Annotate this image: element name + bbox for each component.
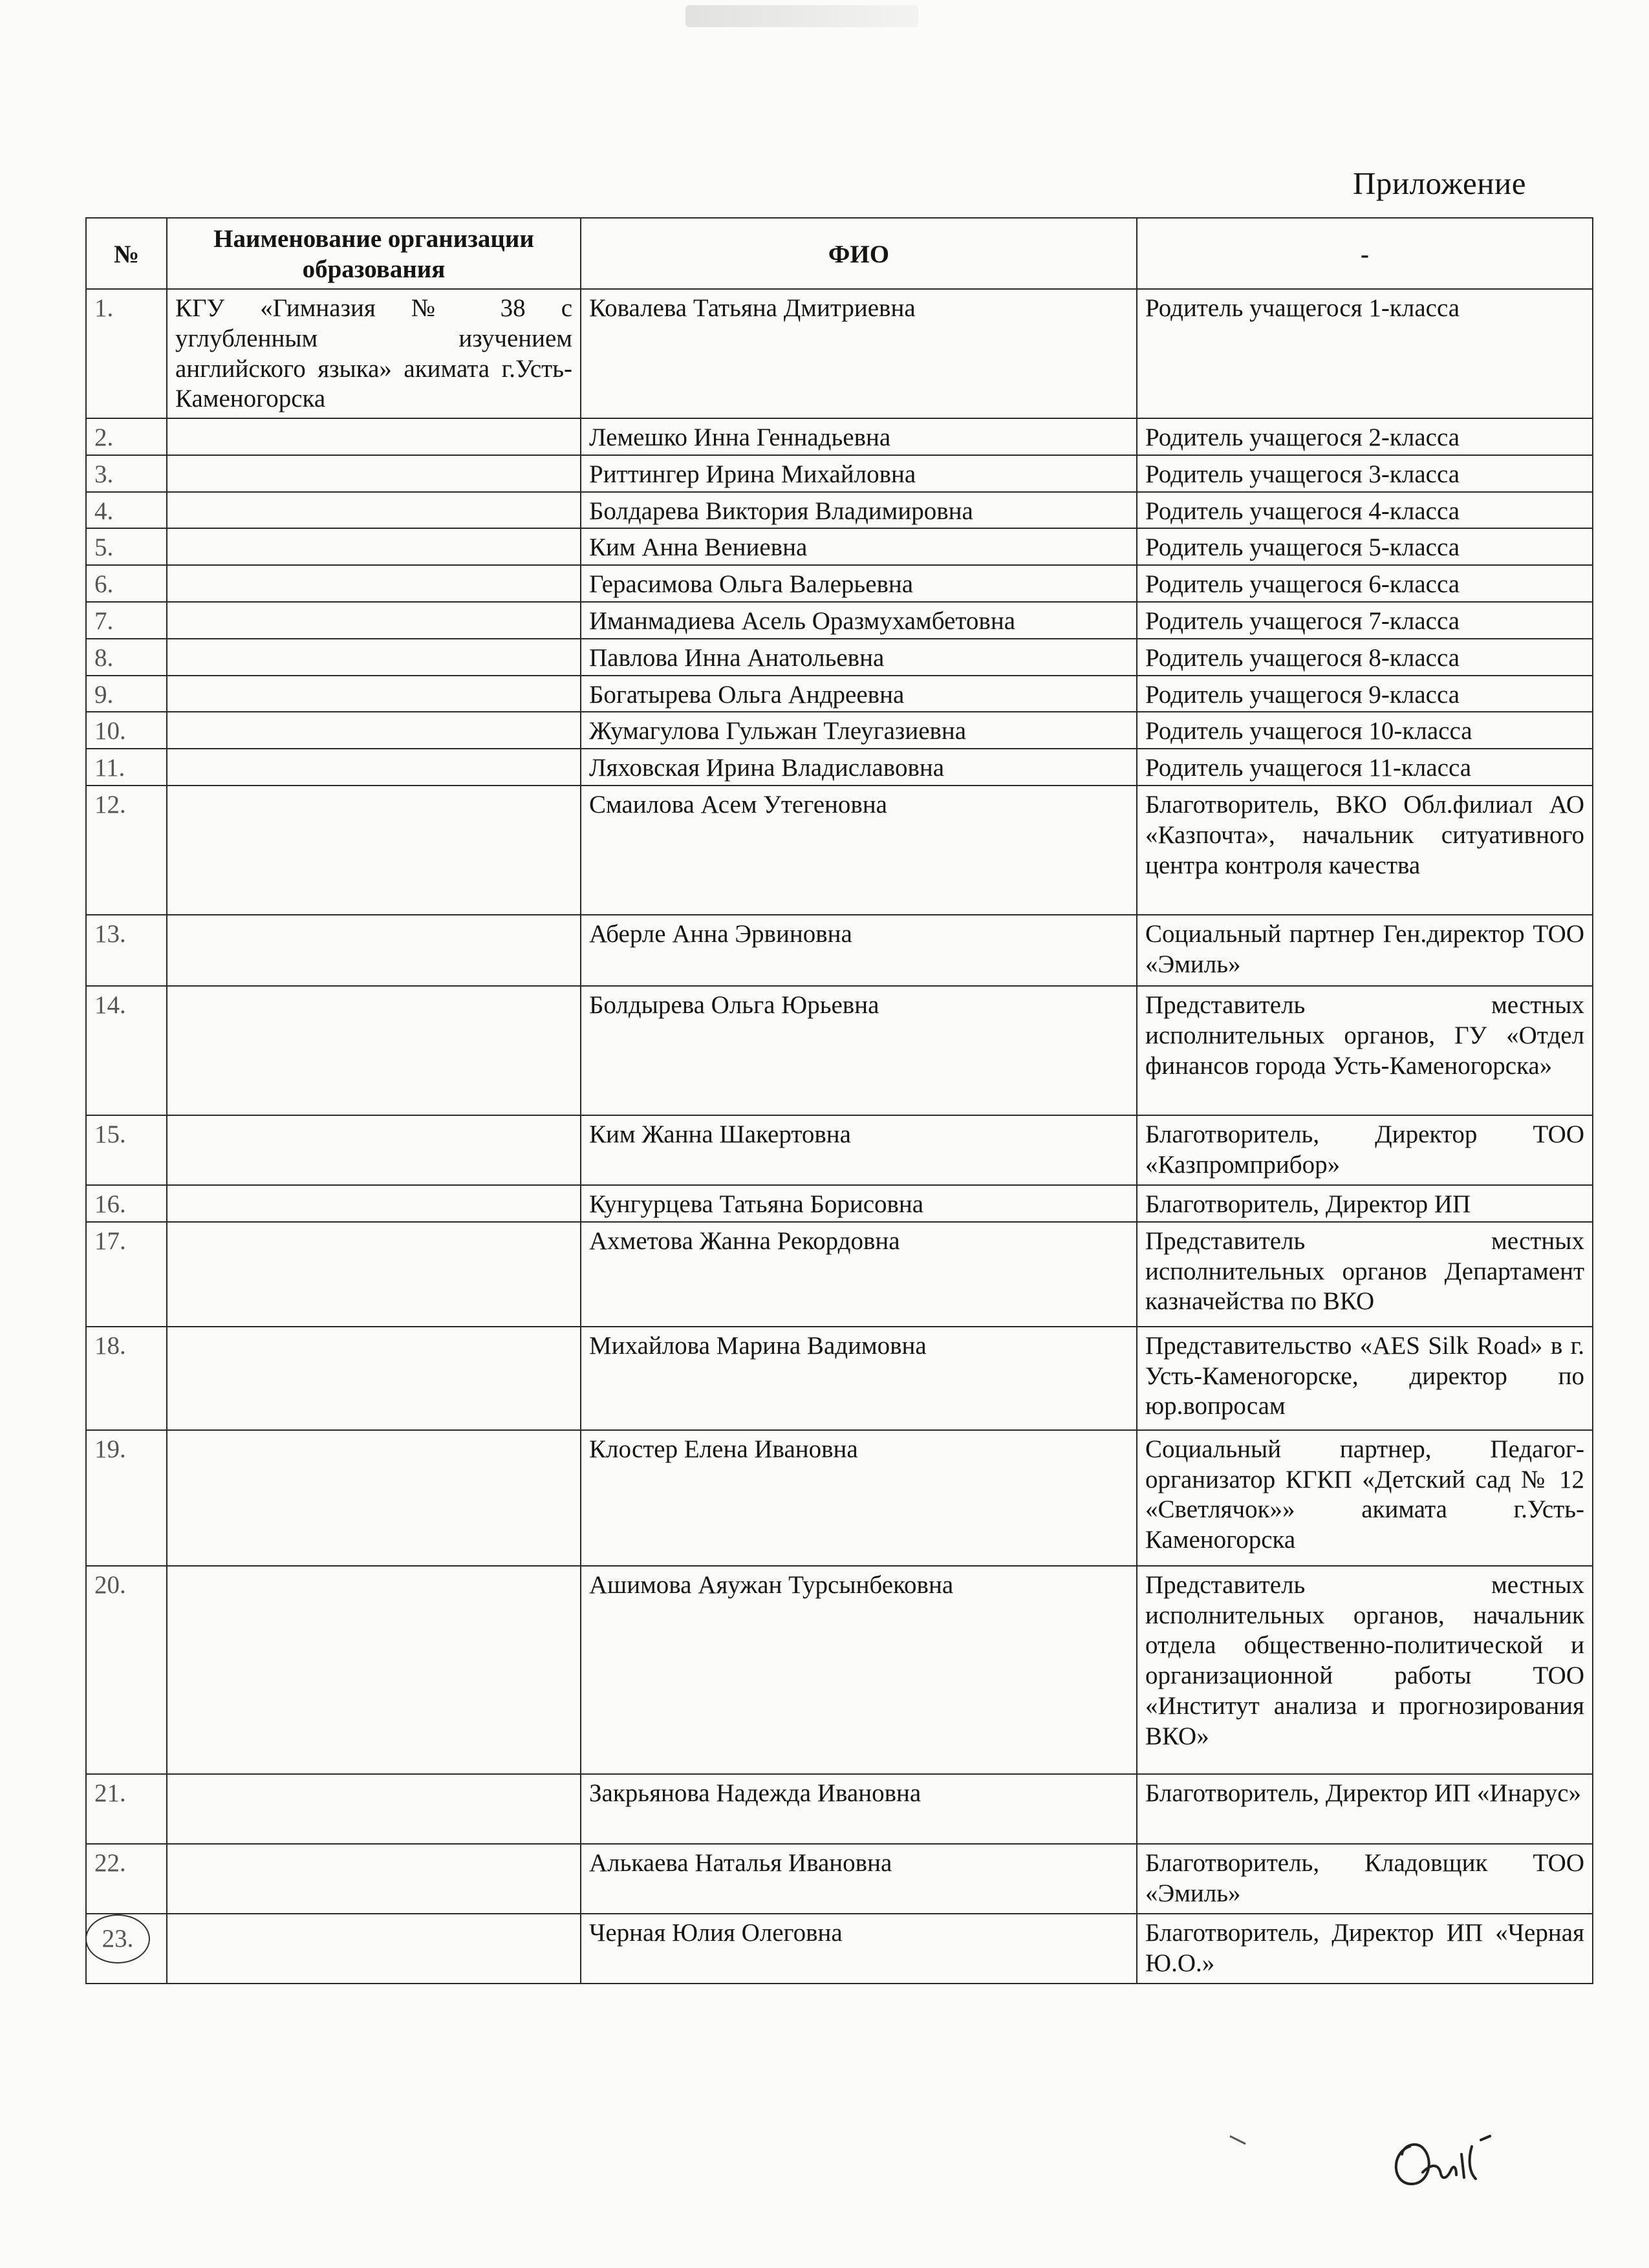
organization-name: КГУ «Гимназия № 38 с углубленным изучением английского языка» акимата г.Усть-Каменогорска <box>167 289 581 418</box>
table-row <box>86 639 1593 676</box>
table-row <box>86 1327 1593 1430</box>
organization-cell <box>167 1327 581 1430</box>
full-name: Герасимова Ольга Валерьевна <box>581 565 1137 602</box>
role: Родитель учащегося 3-класса <box>1137 455 1593 492</box>
row-number <box>86 1914 167 1984</box>
full-name: Лемешко Инна Геннадьевна <box>581 418 1137 455</box>
header-full-name: ФИО <box>581 218 1137 289</box>
role: Родитель учащегося 2-класса <box>1137 418 1593 455</box>
organization-cell <box>167 1914 581 1984</box>
table-row <box>86 528 1593 565</box>
full-name: Кунгурцева Татьяна Борисовна <box>581 1185 1137 1222</box>
organization-cell <box>167 492 581 529</box>
organization-cell <box>167 1566 581 1774</box>
organization-cell <box>167 602 581 639</box>
full-name: Ляховская Ирина Владиславовна <box>581 749 1137 786</box>
organization-cell <box>167 1844 581 1914</box>
full-name: Смаилова Асем Утегеновна <box>581 786 1137 915</box>
role: Родитель учащегося 8-класса <box>1137 639 1593 676</box>
row-number: 1. <box>86 289 167 418</box>
organization-cell <box>167 1115 581 1185</box>
table-row <box>86 1222 1593 1327</box>
header-organization: Наименование организации образования <box>167 218 581 289</box>
full-name: Михайлова Марина Вадимовна <box>581 1327 1137 1430</box>
row-number: 15. <box>86 1115 167 1185</box>
organization-cell <box>167 455 581 492</box>
row-number: 19. <box>86 1430 167 1566</box>
role: Благотворитель, Директор ИП «Инарус» <box>1137 1774 1593 1844</box>
role: Благотворитель, Директор ТОО «Казпромприбор» <box>1137 1115 1593 1185</box>
full-name: Болдырева Ольга Юрьевна <box>581 986 1137 1115</box>
role: Родитель учащегося 11-класса <box>1137 749 1593 786</box>
row-number: 13. <box>86 915 167 986</box>
role: Социальный партнер, Педагог-организатор КГКП «Детский сад № 12 «Светлячок»» акимата г.Усть-Каменогорска <box>1137 1430 1593 1566</box>
members-table <box>85 217 1593 1984</box>
role: Благотворитель, Кладовщик ТОО «Эмиль» <box>1137 1844 1593 1914</box>
row-number: 18. <box>86 1327 167 1430</box>
table-row <box>86 1566 1593 1774</box>
table-row <box>86 1774 1593 1844</box>
table-row <box>86 915 1593 986</box>
table-row <box>86 455 1593 492</box>
organization-cell <box>167 1185 581 1222</box>
role: Представитель местных исполнительных органов, ГУ «Отдел финансов города Усть-Каменогорска» <box>1137 986 1593 1115</box>
row-number: 2. <box>86 418 167 455</box>
organization-cell <box>167 712 581 749</box>
full-name: Черная Юлия Олеговна <box>581 1914 1137 1984</box>
role: Социальный партнер Ген.директор ТОО «Эмиль» <box>1137 915 1593 986</box>
table-row <box>86 602 1593 639</box>
table-row <box>86 676 1593 712</box>
organization-cell <box>167 1222 581 1327</box>
full-name: Закрьянова Надежда Ивановна <box>581 1774 1137 1844</box>
full-name: Клостер Елена Ивановна <box>581 1430 1137 1566</box>
full-name: Ковалева Татьяна Дмитриевна <box>581 289 1137 418</box>
row-number: 21. <box>86 1774 167 1844</box>
scan-artifact <box>685 5 918 27</box>
table-row <box>86 418 1593 455</box>
header-role: - <box>1137 218 1593 289</box>
organization-cell <box>167 1430 581 1566</box>
role: Благотворитель, Директор ИП <box>1137 1185 1593 1222</box>
table-row <box>86 1914 1593 1984</box>
row-number: 4. <box>86 492 167 529</box>
row-number: 22. <box>86 1844 167 1914</box>
table-row <box>86 1115 1593 1185</box>
role: Родитель учащегося 10-класса <box>1137 712 1593 749</box>
full-name: Риттингер Ирина Михайловна <box>581 455 1137 492</box>
row-number: 10. <box>86 712 167 749</box>
role: Представительство «AES Silk Road» в г. Усть-Каменогорске, директор по юр.вопросам <box>1137 1327 1593 1430</box>
role: Благотворитель, Директор ИП «Черная Ю.О.» <box>1137 1914 1593 1984</box>
role: Родитель учащегося 5-класса <box>1137 528 1593 565</box>
full-name: Аберле Анна Эрвиновна <box>581 915 1137 986</box>
row-number: 6. <box>86 565 167 602</box>
table-row <box>86 749 1593 786</box>
table-row <box>86 786 1593 915</box>
role: Представитель местных исполнительных органов Департамент казначейства по ВКО <box>1137 1222 1593 1327</box>
organization-cell <box>167 1774 581 1844</box>
row-number: 5. <box>86 528 167 565</box>
full-name: Болдарева Виктория Владимировна <box>581 492 1137 529</box>
role: Благотворитель, ВКО Обл.филиал АО «Казпочта», начальник ситуативного центра контроля качества <box>1137 786 1593 915</box>
table-row <box>86 1844 1593 1914</box>
organization-cell <box>167 915 581 986</box>
organization-cell <box>167 749 581 786</box>
tick-mark <box>1229 2134 1248 2146</box>
table-row <box>86 1185 1593 1222</box>
full-name: Ахметова Жанна Рекордовна <box>581 1222 1137 1327</box>
full-name: Алькаева Наталья Ивановна <box>581 1844 1137 1914</box>
table-row <box>86 986 1593 1115</box>
organization-cell <box>167 676 581 712</box>
full-name: Богатырева Ольга Андреевна <box>581 676 1137 712</box>
full-name: Павлова Инна Анатольевна <box>581 639 1137 676</box>
organization-cell <box>167 986 581 1115</box>
row-number: 7. <box>86 602 167 639</box>
organization-cell <box>167 418 581 455</box>
row-number: 12. <box>86 786 167 915</box>
table-row <box>86 492 1593 529</box>
role: Представитель местных исполнительных органов, начальник отдела общественно-политической и организационной работы ТОО «Институт анализа и прогнозирования ВКО» <box>1137 1566 1593 1774</box>
organization-cell <box>167 565 581 602</box>
row-number: 17. <box>86 1222 167 1327</box>
row-number: 20. <box>86 1566 167 1774</box>
row-number: 8. <box>86 639 167 676</box>
role: Родитель учащегося 4-класса <box>1137 492 1593 529</box>
appendix-label: Приложение <box>1353 166 1526 201</box>
row-number: 9. <box>86 676 167 712</box>
full-name: Ким Жанна Шакертовна <box>581 1115 1137 1185</box>
organization-cell <box>167 786 581 915</box>
row-number: 16. <box>86 1185 167 1222</box>
table-row <box>86 712 1593 749</box>
full-name: Ким Анна Вениевна <box>581 528 1137 565</box>
full-name: Иманмадиева Асель Оразмухамбетовна <box>581 602 1137 639</box>
role: Родитель учащегося 1-класса <box>1137 289 1593 418</box>
table-header-row <box>86 218 1593 289</box>
organization-cell <box>167 528 581 565</box>
full-name: Ашимова Аяужан Турсынбековна <box>581 1566 1137 1774</box>
circled-number: 23. <box>85 1914 150 1963</box>
row-number: 3. <box>86 455 167 492</box>
table-row <box>86 1430 1593 1566</box>
table-row <box>86 565 1593 602</box>
handwritten-signature <box>1384 2108 1539 2205</box>
row-number: 11. <box>86 749 167 786</box>
role: Родитель учащегося 6-класса <box>1137 565 1593 602</box>
header-number: № <box>86 218 167 289</box>
row-number: 14. <box>86 986 167 1115</box>
table-row <box>86 289 1593 418</box>
role: Родитель учащегося 9-класса <box>1137 676 1593 712</box>
organization-cell <box>167 639 581 676</box>
role: Родитель учащегося 7-класса <box>1137 602 1593 639</box>
full-name: Жумагулова Гульжан Тлеугазиевна <box>581 712 1137 749</box>
